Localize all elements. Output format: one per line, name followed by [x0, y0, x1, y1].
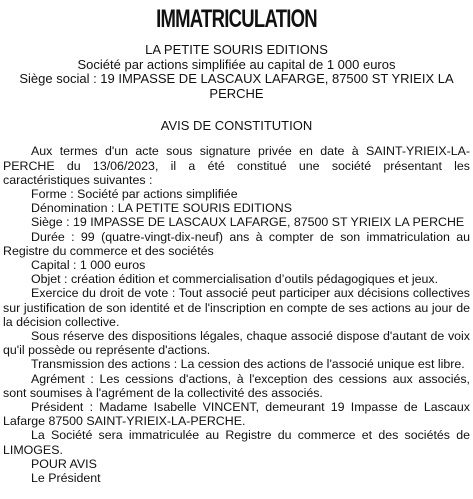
paragraph-object: Objet : création édition et commercialisation d’outils pédagogiques et jeux.	[31, 272, 439, 287]
company-header	[3, 43, 470, 101]
paragraph-capital: Capital : 1 000 euros	[31, 258, 146, 272]
paragraph-intro: Aux termes d'un acte sous signature privée en date à SAINT-YRIEIX-LA-PERCHE du 13/06/2023, il a été constitué une société présentant les caractéristiques suivantes :	[3, 144, 470, 187]
paragraph-denomination: Dénomination : LA PETITE SOURIS EDITIONS	[31, 201, 292, 216]
paragraph-president: Président : Madame Isabelle VINCENT, demeurant 19 Impasse de Lascaux Lafarge 87500 SAINT-YRIEIX-LA-PERCHE.	[3, 400, 470, 429]
company-name: LA PETITE SOURIS EDITIONS	[145, 42, 328, 57]
paragraph-signature: Le Président	[31, 471, 101, 486]
notice-heading: AVIS DE CONSTITUTION	[160, 118, 313, 134]
paragraph-votes: Sous réserve des dispositions légales, chaque associé dispose d'autant de voix qu'il possède ou représente d'actions.	[3, 329, 470, 358]
company-form-capital: Société par actions simplifiée au capital de 1 000 euros	[77, 56, 396, 72]
paragraph-pour-avis: POUR AVIS	[31, 456, 97, 471]
paragraph-duration: Durée : 99 (quatre-vingt-dix-neuf) ans à compter de son immatriculation au Registre du commerce et des sociétés	[3, 229, 470, 258]
paragraph-voting: Exercice du droit de vote : Tout associé peut participer aux décisions collectives sur justification de son identité et de l'inscription en compte de ses actions au jour de la décision collective.	[3, 286, 470, 329]
paragraph-registration: La Société sera immatriculée au Registre du commerce et des sociétés de LIMOGES.	[3, 428, 470, 457]
company-seat: Siège social : 19 IMPASSE DE LASCAUX LAFARGE, 87500 ST YRIEIX LA PERCHE	[19, 71, 454, 101]
notice-title: IMMATRICULATION	[156, 5, 317, 33]
paragraph-form: Forme : Société par actions simplifiée	[31, 186, 238, 201]
paragraph-approval: Agrément : Les cessions d'actions, à l'exception des cessions aux associés, sont soumises à l'agrément de la collectivité des associés.	[3, 371, 470, 400]
notice-body	[3, 144, 470, 485]
paragraph-transfer: Transmission des actions : La cession des actions de l'associé unique est libre.	[31, 357, 465, 372]
paragraph-seat: Siège : 19 IMPASSE DE LASCAUX LAFARGE, 87500 ST YRIEIX LA PERCHE	[31, 215, 465, 230]
